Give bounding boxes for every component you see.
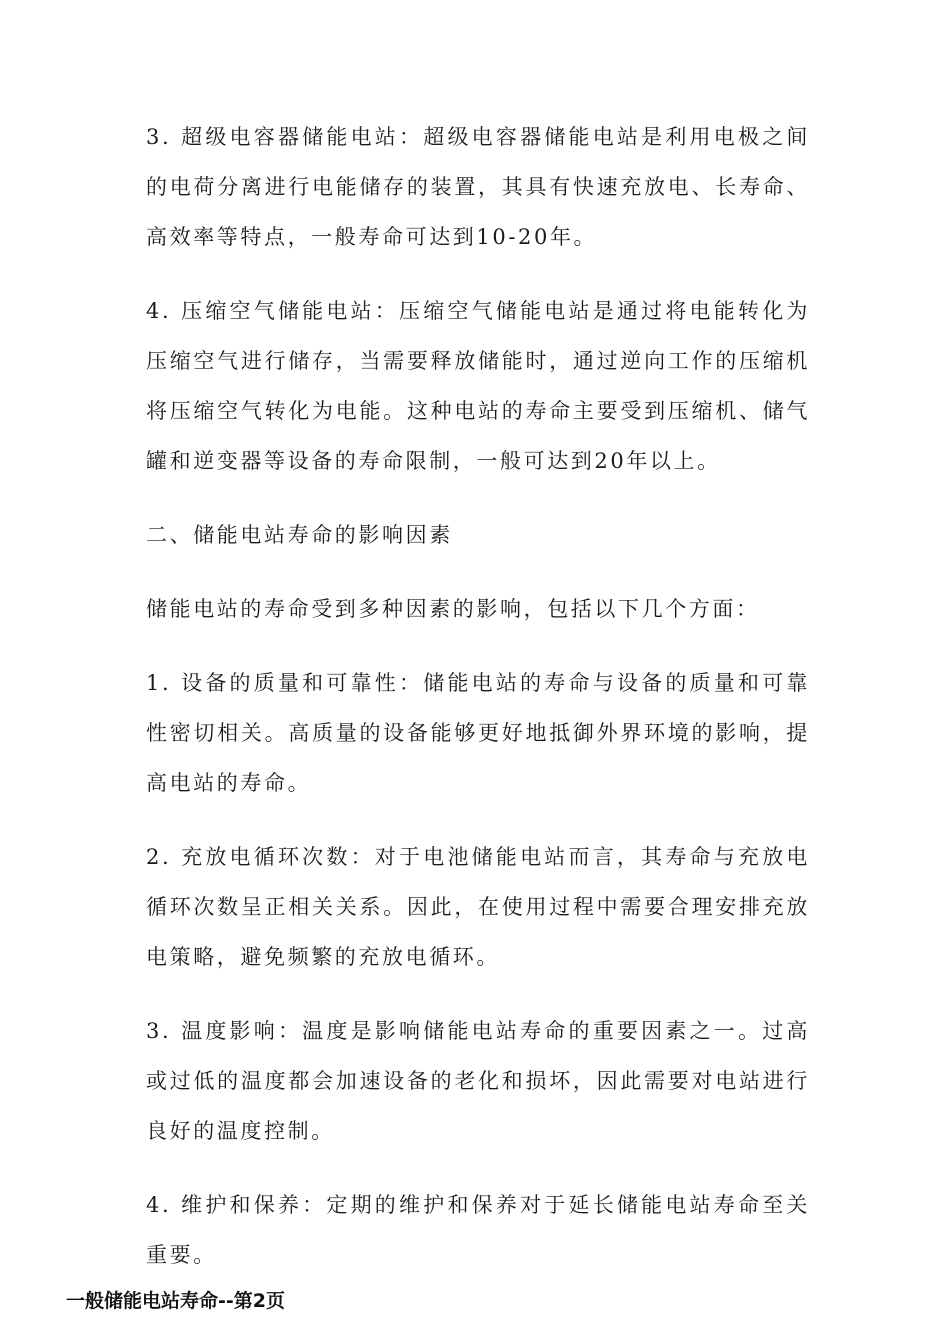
page-footer: 一般储能电站寿命--第2页 — [66, 1290, 285, 1312]
paragraph-supercapacitor: 3. 超级电容器储能电站：超级电容器储能电站是利用电极之间的电荷分离进行电能储存的装置，其具有快速充放电、长寿命、高效率等特点，一般寿命可达到10-20年。 — [146, 125, 810, 249]
document-body — [146, 112, 810, 1304]
paragraph-charge-cycles: 2. 充放电循环次数：对于电池储能电站而言，其寿命与充放电循环次数呈正相关关系。因此，在使用过程中需要合理安排充放电策略，避免频繁的充放电循环。 — [146, 845, 810, 969]
section-heading-factors: 二、储能电站寿命的影响因素 — [146, 523, 453, 547]
paragraph-factors-intro: 储能电站的寿命受到多种因素的影响，包括以下几个方面： — [146, 597, 760, 621]
paragraph-compressed-air: 4. 压缩空气储能电站：压缩空气储能电站是通过将电能转化为压缩空气进行储存，当需要释放储能时，通过逆向工作的压缩机将压缩空气转化为电能。这种电站的寿命主要受到压缩机、储气罐和逆变器等设备的寿命限制，一般可达到20年以上。 — [146, 299, 810, 473]
paragraph-maintenance: 4. 维护和保养：定期的维护和保养对于延长储能电站寿命至关重要。 — [146, 1193, 810, 1267]
paragraph-equipment-quality: 1. 设备的质量和可靠性：储能电站的寿命与设备的质量和可靠性密切相关。高质量的设备能够更好地抵御外界环境的影响，提高电站的寿命。 — [146, 671, 810, 795]
paragraph-temperature: 3. 温度影响：温度是影响储能电站寿命的重要因素之一。过高或过低的温度都会加速设备的老化和损坏，因此需要对电站进行良好的温度控制。 — [146, 1019, 810, 1143]
